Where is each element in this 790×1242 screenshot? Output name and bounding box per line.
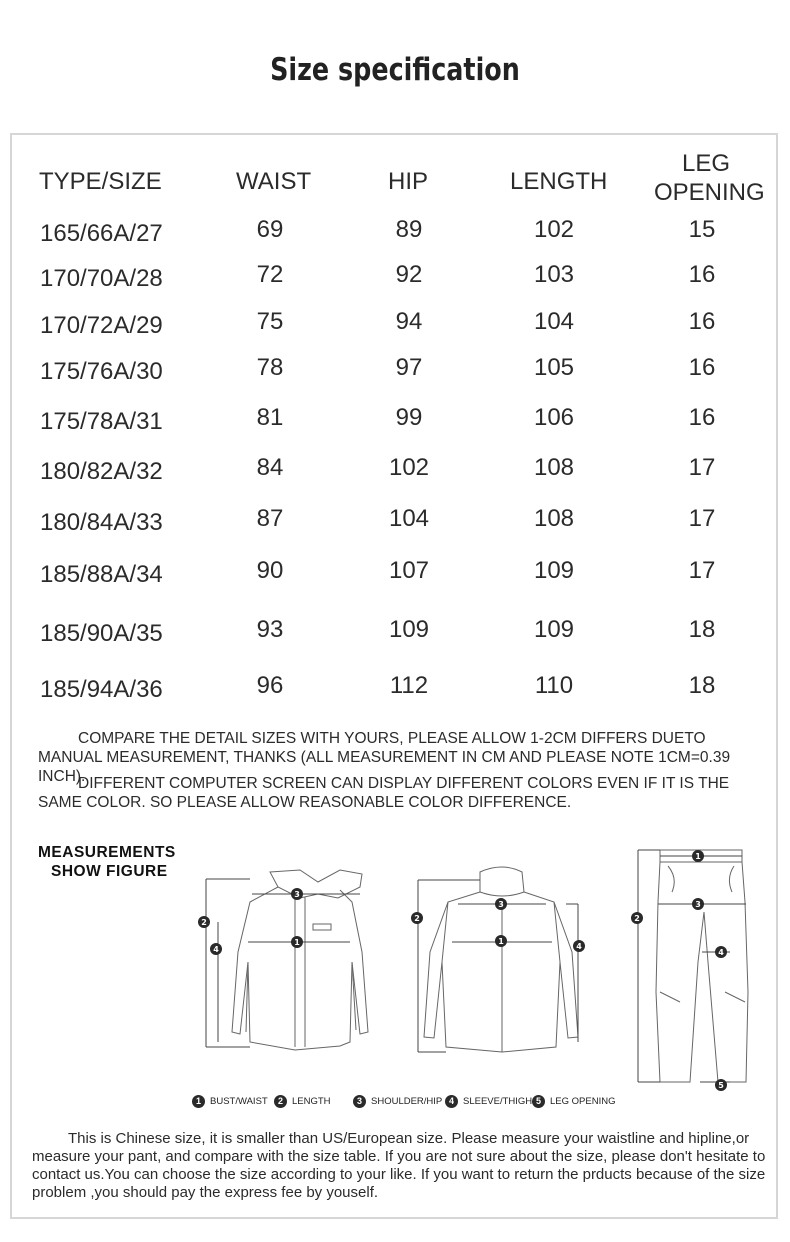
cell-length: 103 xyxy=(533,261,575,288)
cell-length: 106 xyxy=(533,404,575,431)
cell-waist: 87 xyxy=(256,505,284,532)
cell-waist: 75 xyxy=(256,308,284,335)
svg-text:4: 4 xyxy=(576,942,582,951)
cell-type-size: 175/76A/30 xyxy=(40,358,163,385)
cell-leg-opening: 17 xyxy=(688,505,716,532)
cell-leg-opening: 17 xyxy=(688,454,716,481)
cell-length: 102 xyxy=(533,216,575,243)
cell-type-size: 175/78A/31 xyxy=(40,408,163,435)
cell-leg-opening: 16 xyxy=(688,308,716,335)
cell-waist: 96 xyxy=(256,672,284,699)
svg-text:2: 2 xyxy=(201,918,207,927)
cell-hip: 89 xyxy=(395,216,423,243)
cell-waist: 72 xyxy=(256,261,284,288)
cell-leg-opening: 16 xyxy=(688,354,716,381)
column-header-hip: HIP xyxy=(388,168,429,195)
measurement-diagrams xyxy=(190,842,770,1092)
cell-type-size: 170/70A/28 xyxy=(40,265,163,292)
cell-waist: 69 xyxy=(256,216,284,243)
legend-label-2: LENGTH xyxy=(292,1096,331,1107)
legend-label-3: SHOULDER/HIP xyxy=(371,1096,443,1107)
cell-length: 104 xyxy=(533,308,575,335)
cell-leg-opening: 18 xyxy=(688,616,716,643)
cell-hip: 107 xyxy=(388,557,430,584)
cell-type-size: 185/88A/34 xyxy=(40,561,163,588)
svg-text:4: 4 xyxy=(213,945,219,954)
legend-item-sleeve-thigh xyxy=(445,1095,532,1108)
cell-leg-opening: 16 xyxy=(688,261,716,288)
cell-length: 109 xyxy=(533,557,575,584)
note-color xyxy=(38,774,768,812)
cell-waist: 84 xyxy=(256,454,284,481)
svg-text:4: 4 xyxy=(718,948,724,957)
legend-number-3: 3 xyxy=(353,1095,366,1108)
cell-type-size: 165/66A/27 xyxy=(40,220,163,247)
cell-length: 108 xyxy=(533,454,575,481)
size-disclaimer-text: This is Chinese size, it is smaller than US/European size. Please measure your waistline and hipline,or measure your pant, and compare with the size table. If you are not sure about the size, please don't hesitate to contact us.You can choose the size according to your like. If you want to return the prducts because of the size problem ,you should pay the express fee by youself. xyxy=(32,1130,766,1201)
figure-title-line-2: SHOW FIGURE xyxy=(51,863,168,880)
cell-waist: 93 xyxy=(256,616,284,643)
note-color-text: DIFFERENT COMPUTER SCREEN CAN DISPLAY DIFFERENT COLORS EVEN IF IT IS THE SAME COLOR. SO PLEASE ALLOW REASONABLE COLOR DIFFERENCE. xyxy=(38,775,730,811)
legend-label-4: SLEEVE/THIGH xyxy=(463,1096,533,1107)
cell-leg-opening: 18 xyxy=(688,672,716,699)
legend-number-5: 5 xyxy=(532,1095,545,1108)
cell-type-size: 185/90A/35 xyxy=(40,620,163,647)
svg-text:5: 5 xyxy=(718,1081,724,1090)
legend-item-length xyxy=(274,1095,331,1108)
note-measurement-text: COMPARE THE DETAIL SIZES WITH YOURS, PLEASE ALLOW 1-2CM DIFFERS DUETO MANUAL MEASUREMENT, THANKS (ALL MEASUREMENT IN CM AND PLEASE NOTE 1CM=0.39 INCH). xyxy=(38,730,731,785)
cell-type-size: 180/82A/32 xyxy=(40,458,163,485)
cell-hip: 102 xyxy=(388,454,430,481)
column-header-waist: WAIST xyxy=(236,168,312,195)
cell-waist: 81 xyxy=(256,404,284,431)
column-header-opening: OPENING xyxy=(654,179,765,206)
cell-hip: 94 xyxy=(395,308,423,335)
cell-leg-opening: 15 xyxy=(688,216,716,243)
cell-waist: 78 xyxy=(256,354,284,381)
svg-text:3: 3 xyxy=(498,900,504,909)
cell-type-size: 180/84A/33 xyxy=(40,509,163,536)
cell-length: 110 xyxy=(534,672,574,699)
measurements-figure-title xyxy=(38,843,176,881)
pants-drawing xyxy=(656,850,748,1082)
legend-item-bust-waist xyxy=(192,1095,268,1108)
legend-number-2: 2 xyxy=(274,1095,287,1108)
legend-number-1: 1 xyxy=(192,1095,205,1108)
cell-hip: 109 xyxy=(388,616,430,643)
cell-hip: 99 xyxy=(395,404,423,431)
legend-label-1: BUST/WAIST xyxy=(210,1096,268,1107)
svg-text:3: 3 xyxy=(695,900,701,909)
jacket-drawing xyxy=(424,867,578,1052)
cell-type-size: 170/72A/29 xyxy=(40,312,163,339)
cell-hip: 92 xyxy=(395,261,423,288)
page-title: Size specification xyxy=(270,52,520,88)
cell-leg-opening: 17 xyxy=(688,557,716,584)
cell-type-size: 185/94A/36 xyxy=(40,676,163,703)
svg-text:2: 2 xyxy=(634,914,640,923)
legend-number-4: 4 xyxy=(445,1095,458,1108)
cell-length: 108 xyxy=(533,505,575,532)
figure-title-line-1: MEASUREMENTS xyxy=(38,844,176,861)
column-header-leg: LEG xyxy=(682,150,731,177)
legend-item-leg-opening xyxy=(532,1095,615,1108)
legend-label-5: LEG OPENING xyxy=(550,1096,616,1107)
svg-text:2: 2 xyxy=(414,914,420,923)
cell-hip: 104 xyxy=(388,505,430,532)
cell-waist: 90 xyxy=(256,557,284,584)
svg-text:1: 1 xyxy=(498,937,504,946)
cell-hip: 112 xyxy=(389,672,429,699)
legend-item-shoulder-hip xyxy=(353,1095,442,1108)
svg-text:3: 3 xyxy=(294,890,300,899)
svg-text:1: 1 xyxy=(695,852,701,861)
column-header-length: LENGTH xyxy=(510,168,608,195)
cell-length: 109 xyxy=(533,616,575,643)
cell-leg-opening: 16 xyxy=(688,404,716,431)
cell-hip: 97 xyxy=(395,354,423,381)
column-header-type-size: TYPE/SIZE xyxy=(39,168,162,195)
svg-text:1: 1 xyxy=(294,938,300,947)
cell-length: 105 xyxy=(533,354,575,381)
size-disclaimer xyxy=(32,1130,774,1202)
